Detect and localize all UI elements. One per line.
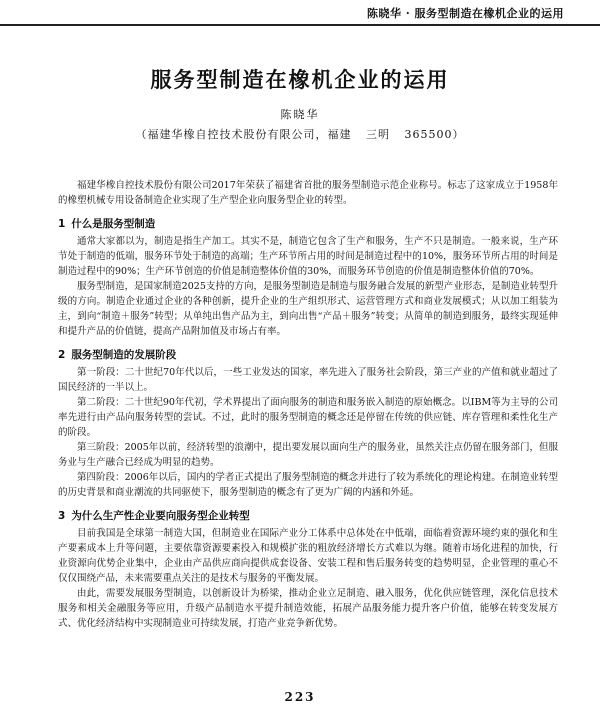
- section-number: 2: [58, 349, 66, 361]
- section-title: 什么是服务型制造: [71, 218, 156, 230]
- section-title: 为什么生产性企业要向服务型企业转型: [71, 510, 250, 522]
- running-header-text: 陈晓华 · 服务型制造在橡机企业的运用: [367, 7, 564, 20]
- article-title: 服务型制造在橡机企业的运用: [150, 68, 450, 92]
- body-paragraph: 服务型制造，是国家制造2025支持的方向，是服务型制造是制造与服务融合发展的新型产业形态，是制造业转型升级的方向。制造企业通过企业的各种创新，提升企业的生产组织形式、运营管理方式和商业发展模式；从以加工组装为主，到向“制造＋服务”转型；从单纯出售产品为主，到向出售“产品＋服务”转变；从简单的制造到服务，最终实现延伸和提升产品的价值链，提高产品附加值及市场占有率。: [58, 281, 558, 337]
- section-number: 3: [58, 510, 66, 522]
- running-header: [0, 0, 600, 26]
- body-paragraph: 目前我国是全球第一制造大国，但制造业在国际产业分工体系中总体处在中低端，面临着资源环境约束的强化和生产要素成本上升等问题，主要依靠资源要素投入和规模扩张的粗放经济增长方式难以为继。随着市场化进程的加快，行业资源向优势企业集中，企业由产品供应商向提供成套设备、安装工程和售后服务转变的趋势明显，企业管理的重心不仅仅围绕产品，未来需要重点关注的是技术与服务的平衡发展。: [58, 528, 558, 584]
- body-paragraph: 第一阶段：二十世纪70年代以后，一些工业发达的国家，率先进入了服务社会阶段，第三产业的产值和就业超过了国民经济的一半以上。: [58, 367, 558, 393]
- author-name: 陈晓华: [280, 108, 320, 121]
- section-heading: [58, 216, 558, 232]
- article-body: [58, 178, 558, 631]
- author-affiliation: （福建华橡自控技术股份有限公司，福建 三明 365500）: [135, 128, 465, 141]
- body-paragraph: 第三阶段：2005年以前，经济转型的浪潮中，提出要发展以面向生产的服务业，虽然关注点仍留在服务部门，但服务业与生产融合已经成为明显的趋势。: [58, 442, 558, 468]
- body-paragraph: 第二阶段：二十世纪90年代初，学术界提出了面向服务的制造和服务嵌入制造的原始概念。以IBM等为主导的公司率先进行由产品向服务转型的尝试。不过，此时的服务型制造的概念还是停留在传统的供应链、库存管理和柔性化生产的阶段。: [58, 397, 558, 438]
- body-paragraph: 由此，需要发展服务型制造，以创新设计为桥梁，推动企业立足制造、融入服务，优化供应链管理，深化信息技术服务和相关金融服务等应用，升级产品制造水平提升制造效能，拓展产品服务能力提升客户价值，能够在转变发展方式、优化经济结构中实现制造业可持续发展，打造产业竞争新优势。: [58, 588, 558, 629]
- body-paragraph: 通常大家都以为，制造是指生产加工。其实不是，制造它包含了生产和服务，生产不只是制造。一般来说，生产环节处于制造的低端，服务环节处于制造的高端；生产环节所占用的时间是制造过程中的10%，服务环节所占用的时间是制造过程中的90%；生产环节创造的价值是制造整体价值的30%，而服务环节创造的价值是制造整体价值的70%。: [58, 236, 558, 277]
- intro-paragraph: 福建华橡自控技术股份有限公司2017年荣获了福建省首批的服务型制造示范企业称号。标志了这家成立于1958年的橡塑机械专用设备制造企业实现了生产型企业向服务型企业的转型。: [58, 180, 558, 206]
- section-heading: [58, 508, 558, 524]
- section-heading: [58, 347, 558, 363]
- body-paragraph: 第四阶段：2006年以后，国内的学者正式提出了服务型制造的概念并进行了较为系统化的理论构建。在制造业转型的历史背景和商业潮流的共同驱使下，服务型制造的概念有了更为广阔的内涵和外延。: [58, 472, 558, 498]
- section-number: 1: [58, 218, 66, 230]
- section-title: 服务型制造的发展阶段: [71, 349, 177, 361]
- page-number: 223: [284, 690, 316, 704]
